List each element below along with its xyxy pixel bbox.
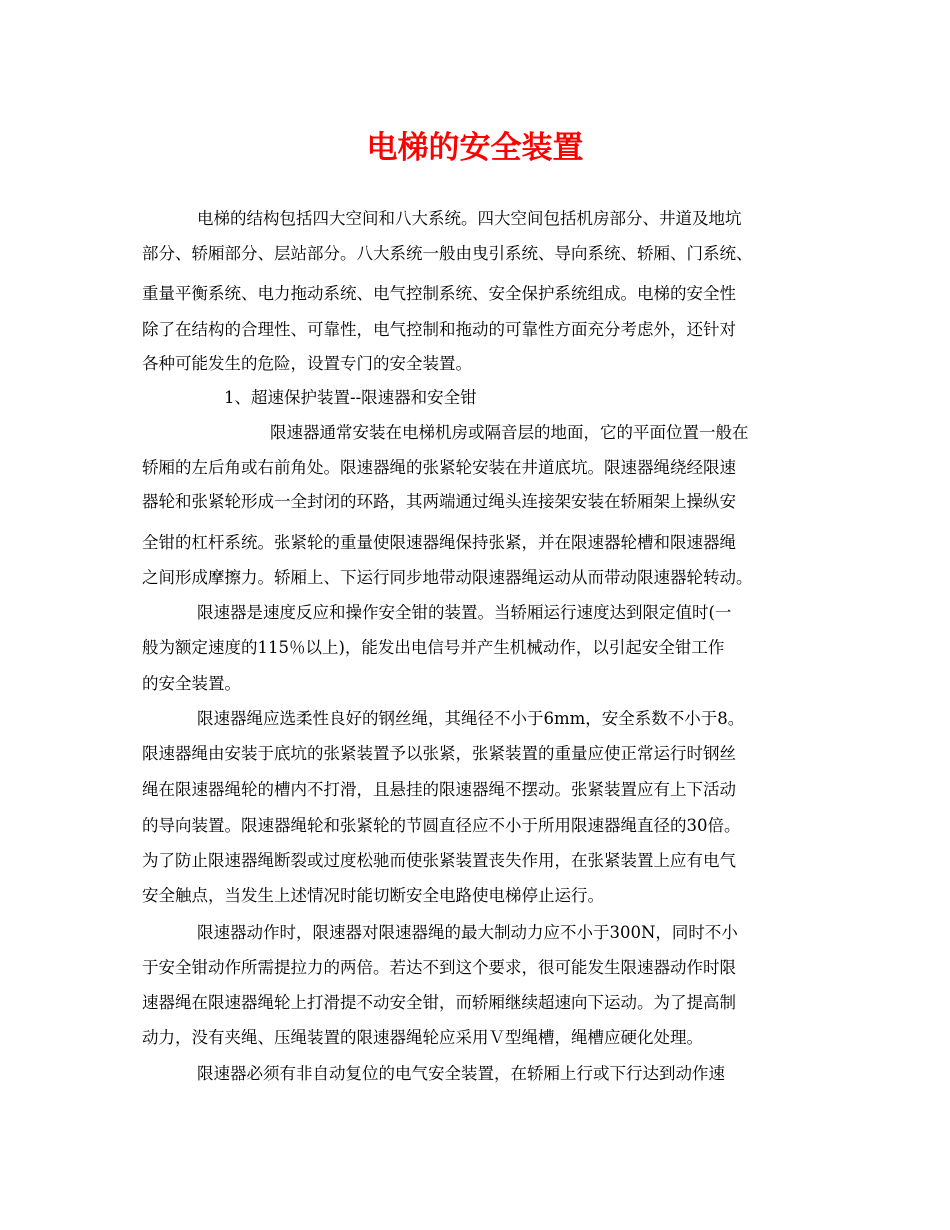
text-line: 各种可能发生的危险，设置专门的安全装置。 [142,354,472,373]
text-line: 的导向装置。限速器绳轮和张紧轮的节圆直径应不小于所用限速器绳直径的30倍。 [142,816,741,835]
text-line: 限速器绳应选柔性良好的钢丝绳，其绳径不小于6mm，安全系数不小于8。 [197,709,745,728]
text-line: 重量平衡系统、电力拖动系统、电气控制系统、安全保护系统组成。电梯的安全性 [142,284,736,303]
section-heading: 1、超速保护装置--限速器和安全钳 [224,388,477,407]
text-line: 部分、轿厢部分、层站部分。八大系统一般由曳引系统、导向系统、轿厢、门系统、 [142,244,753,263]
text-line: 器轮和张紧轮形成一全封闭的环路，其两端通过绳头连接架安装在轿厢架上操纵安 [142,492,736,511]
text-line: 动力，没有夹绳、压绳装置的限速器绳轮应采用Ｖ型绳槽，绳槽应硬化处理。 [142,1028,703,1047]
text-line: 为了防止限速器绳断裂或过度松驰而使张紧装置丧失作用，在张紧装置上应有电气 [142,851,736,870]
text-line: 限速器通常安装在电梯机房或隔音层的地面，它的平面位置一般在 [270,423,749,442]
text-line: 速器绳在限速器绳轮上打滑提不动安全钳，而轿厢继续超速向下运动。为了提高制 [142,993,736,1012]
text-line: 限速器是速度反应和操作安全钳的装置。当轿厢运行速度达到限定值时(一 [197,603,732,622]
text-line: 限速器必须有非自动复位的电气安全装置，在轿厢上行或下行达到动作速 [197,1064,725,1083]
text-line: 的安全装置。 [142,674,241,693]
text-line: 安全触点，当发生上述情况时能切断安全电路使电梯停止运行。 [142,886,604,905]
text-line: 般为额定速度的115％以上)，能发出电信号并产生机械动作，以引起安全钳工作 [142,638,725,657]
text-line: 全钳的杠杆系统。张紧轮的重量使限速器绳保持张紧，并在限速器轮槽和限速器绳 [142,533,736,552]
text-line: 之间形成摩擦力。轿厢上、下运行同步地带动限速器绳运动从而带动限速器轮转动。 [142,568,753,587]
text-line: 绳在限速器绳轮的槽内不打滑，且悬挂的限速器绳不摆动。张紧装置应有上下活动 [142,780,736,799]
text-line: 限速器绳由安装于底坑的张紧装置予以张紧，张紧装置的重量应使正常运行时钢丝 [142,744,736,763]
text-line: 限速器动作时，限速器对限速器绳的最大制动力应不小于300N，同时不小 [197,923,738,942]
text-line: 于安全钳动作所需提拉力的两倍。若达不到这个要求，很可能发生限速器动作时限 [142,958,736,977]
document-title: 电梯的安全装置 [366,130,584,166]
text-line: 轿厢的左后角或右前角处。限速器绳的张紧轮安装在井道底坑。限速器绳绕经限速 [142,458,736,477]
text-line: 电梯的结构包括四大空间和八大系统。四大空间包括机房部分、井道及地坑 [197,209,742,228]
text-line: 除了在结构的合理性、可靠性，电气控制和拖动的可靠性方面充分考虑外，还针对 [142,320,736,339]
